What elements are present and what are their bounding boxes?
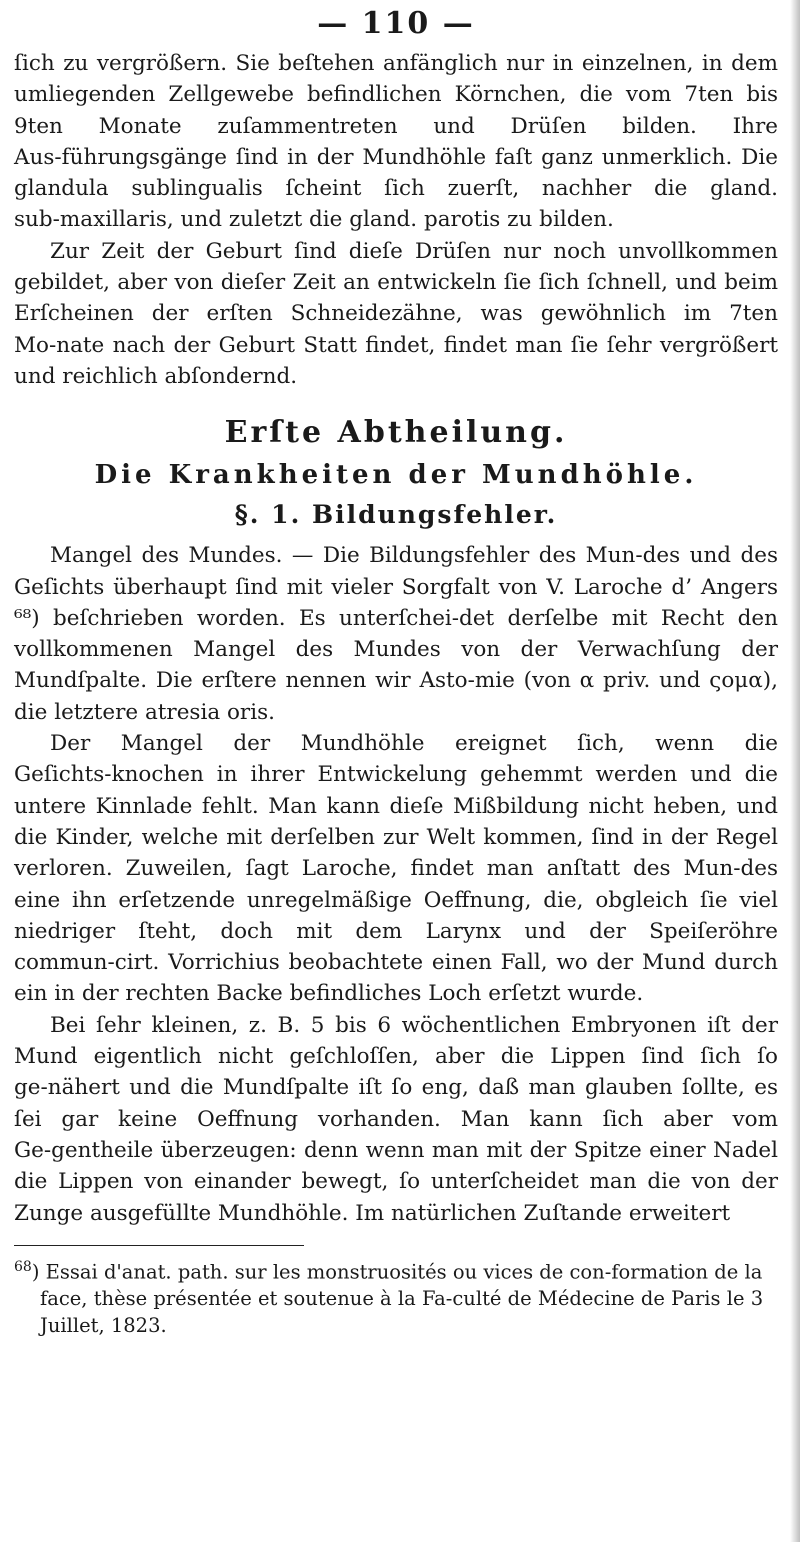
paragraph-mouth-cavity-absence: Der Mangel der Mundhöhle ereignet ſich, wenn die Geſichts‑knochen in ihrer Entwickelung gehemmt werden und die untere Kinnlade fehlt. Man kann dieſe Mißbildung nicht heben, und die Kinder, welche mit derſelben zur Welt kommen, ſind in der Regel verloren. Zuweilen, ſagt Laroche, findet man anſtatt des Mun‑des eine ihn erſetzende unregelmäßige Oeffnung, die, obgleich ſie viel niedriger ſteht, doch mit dem Larynx und der Speiſeröhre commun‑cirt. Vorrichius beobachtete einen Fall, wo der Mund durch ein in der rechten Backe befindliches Loch erſetzt wurde.	[14, 731, 778, 1007]
paragraph-embryo-mouth: Bei ſehr kleinen, z. B. 5 bis 6 wöchentlichen Embryonen iſt der Mund eigentlich nicht geſchloſſen, aber die Lippen ſind ſich ſo ge‑nähert und die Mundſpalte iſt ſo eng, daß man glauben ſollte, es ſei gar keine Oeffnung vorhanden. Man kann ſich aber vom Ge‑gentheile überzeugen: denn wenn man mit der Spitze einer Nadel die Lippen von einander bewegt, ſo unterſcheidet man die von der Zunge ausgefüllte Mundhöhle. Im natürlichen Zuſtande erweitert	[14, 1012, 778, 1226]
paragraph-glands-1: ſich zu vergrößern. Sie beſtehen anfänglich nur in einzelnen, in dem umliegenden Zellgewebe befindlichen Körnchen, die vom 7ten bis 9ten Monate zuſammentreten und Drüſen bilden. Ihre Aus‑führungsgänge ſind in der Mundhöhle faſt ganz unmerklich. Die glandula sublingualis ſcheint ſich zuerſt, nachher die gland. sub‑maxillaris, und zuletzt die gland. parotis zu bilden.	[14, 51, 778, 233]
chapter-heading: Die Krankheiten der Mundhöhle.	[94, 460, 698, 491]
page-edge-shadow	[790, 0, 800, 1542]
section-heading: §. 1. Bildungsfehler.	[234, 500, 558, 530]
footnote-mark: 68	[14, 1258, 32, 1275]
footnote-separator	[14, 1245, 304, 1246]
paragraph-glands-2: Zur Zeit der Geburt ſind dieſe Drüſen nur noch unvollkommen gebildet, aber von dieſer Zeit an entwickeln ſie ſich ſchnell, und beim Erſcheinen der erſten Schneidezähne, was gewöhnlich im 7ten Mo‑nate nach der Geburt Statt findet, findet man ſie ſehr vergrößert und reichlich abſondernd.	[14, 238, 778, 389]
part-heading: Erſte Abtheilung.	[224, 415, 568, 451]
page-number: — 110 —	[317, 6, 475, 41]
footnote-text: ) Essai d'anat. path. sur les monstruosités ou vices de con‑formation de la face, thèse présentée et soutenue à la Fa‑culté de Médecine de Paris le 3 Juillet, 1823.	[31, 1260, 764, 1338]
footnote	[14, 1254, 778, 1340]
paragraph-mouth-absence: Mangel des Mundes. — Die Bildungsfehler des Mun‑des und des Geſichts überhaupt ſind mit vieler Sorgfalt von V. Laroche d’ Angers ⁶⁸) beſchrieben worden. Es unterſchei‑det derſelbe mit Recht den vollkommenen Mangel des Mundes von der Verwachſung der Mundſpalte. Die erſtere nennen wir Asto‑mie (von α priv. und ςομα), die letztere atresia oris.	[14, 543, 778, 725]
